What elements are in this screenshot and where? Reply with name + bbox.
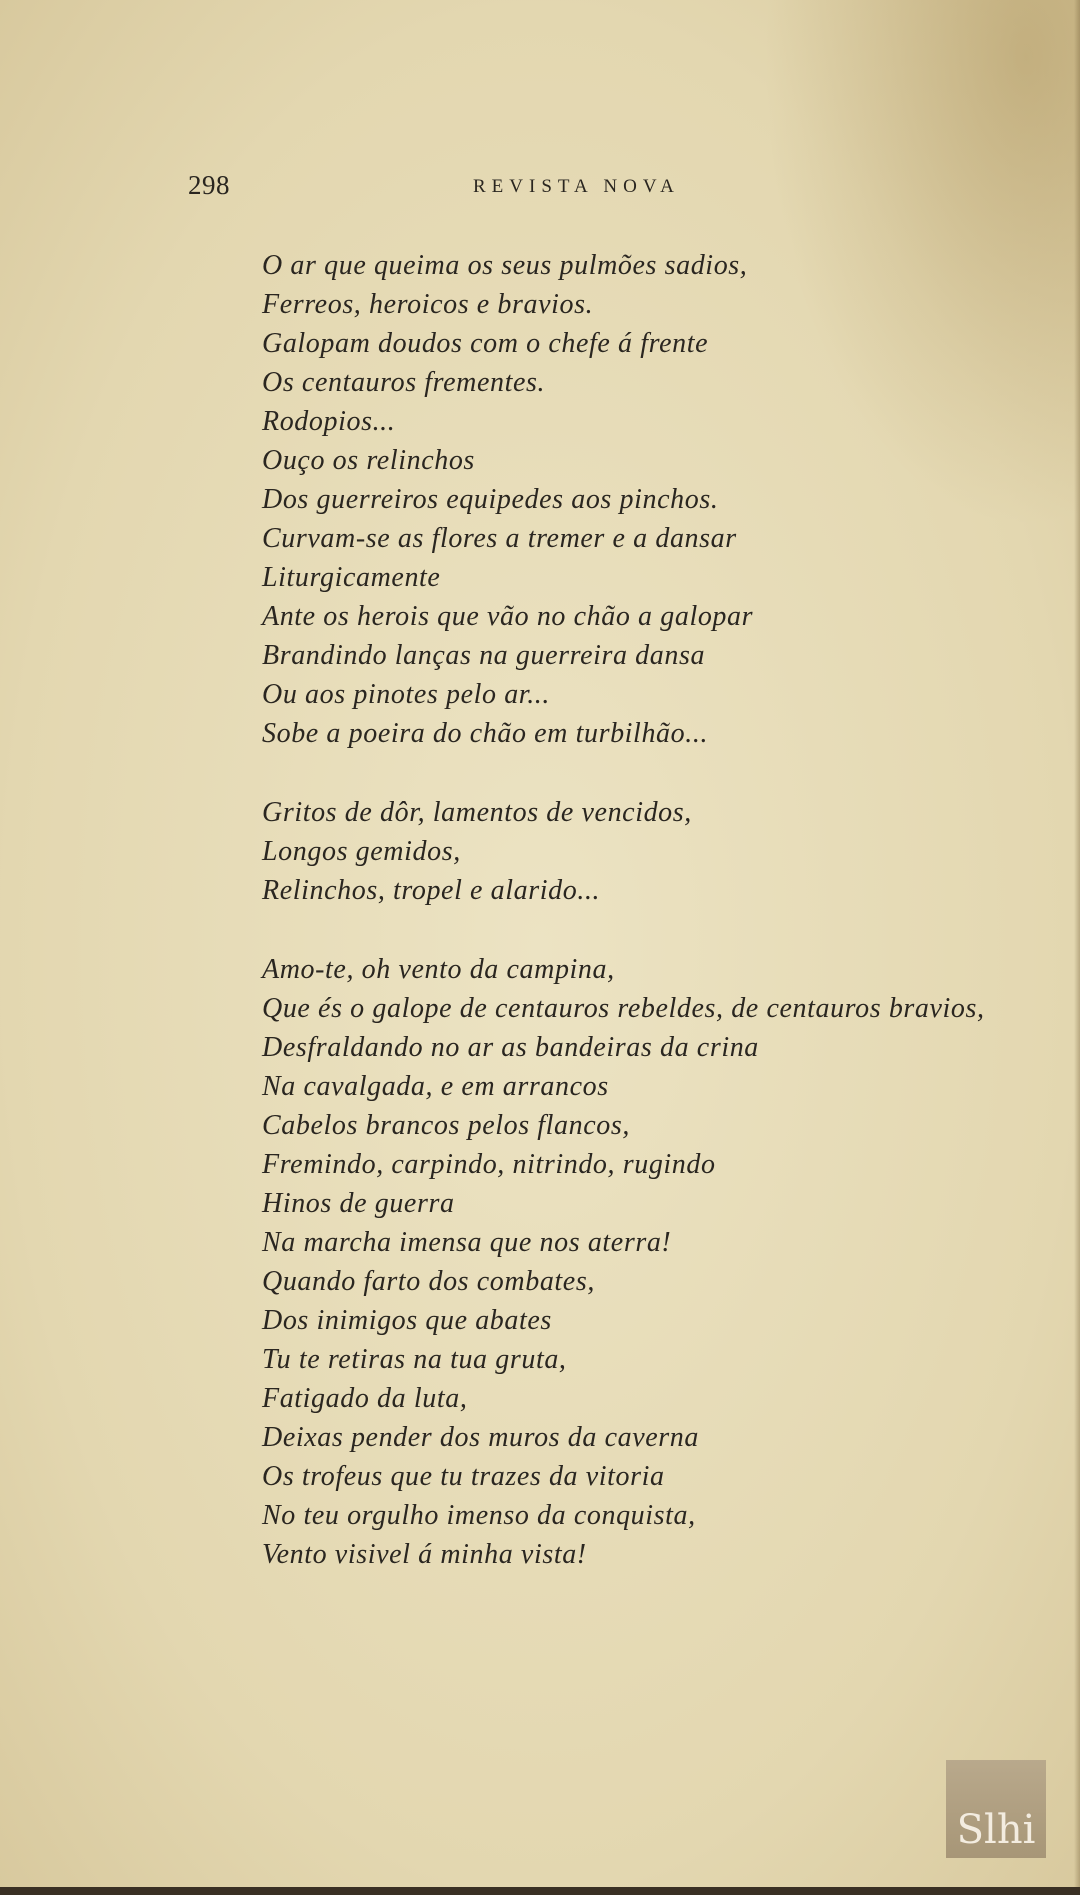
poem-line: Sobe a poeira do chão em turbilhão... (262, 718, 709, 749)
page-number: 298 (188, 170, 230, 200)
watermark-text: Slhi (956, 1807, 1036, 1853)
poem-line: Que és o galope de centauros rebeldes, de centauros bravios, (262, 993, 985, 1024)
stanza-2 (262, 793, 1062, 910)
poem-line: Rodopios... (262, 406, 396, 437)
watermark-logo (946, 1760, 1046, 1858)
poem-line: Os centauros frementes. (262, 367, 546, 398)
poem-line: Ante os herois que vão no chão a galopar (262, 601, 754, 632)
poem-line: Amo-te, oh vento da campina, (262, 954, 615, 985)
poem-line: Na marcha imensa que nos aterra! (262, 1227, 672, 1258)
poem-line: Gritos de dôr, lamentos de vencidos, (262, 797, 692, 828)
poem-line: Galopam doudos com o chefe á frente (262, 328, 709, 359)
poem-line: Na cavalgada, e em arrancos (262, 1071, 609, 1102)
poem-line: Vento visivel á minha vista! (262, 1539, 587, 1570)
page-bottom-edge (0, 1887, 1080, 1895)
poem-line: Fatigado da luta, (262, 1383, 468, 1414)
poem-line: Fremindo, carpindo, nitrindo, rugindo (262, 1149, 716, 1180)
poem-line: Liturgicamente (262, 562, 441, 593)
poem (262, 246, 1062, 1614)
poem-line: Cabelos brancos pelos flancos, (262, 1110, 630, 1141)
stanza-3 (262, 950, 1062, 1574)
poem-line: Brandindo lanças na guerreira dansa (262, 640, 706, 671)
poem-line: Ouço os relinchos (262, 445, 475, 476)
poem-line: Longos gemidos, (262, 836, 461, 867)
page-header (188, 170, 748, 210)
poem-line: Os trofeus que tu trazes da vitoria (262, 1461, 665, 1492)
poem-line: Ou aos pinotes pelo ar... (262, 679, 550, 710)
poem-line: Curvam-se as flores a tremer e a dansar (262, 523, 737, 554)
poem-line: Tu te retiras na tua gruta, (262, 1344, 567, 1375)
poem-line: O ar que queima os seus pulmões sadios, (262, 250, 748, 281)
poem-line: Quando farto dos combates, (262, 1266, 595, 1297)
poem-line: Deixas pender dos muros da caverna (262, 1422, 699, 1453)
poem-line: Hinos de guerra (262, 1188, 455, 1219)
poem-line: Dos inimigos que abates (262, 1305, 552, 1336)
poem-line: Dos guerreiros equipedes aos pinchos. (262, 484, 719, 515)
stanza-1 (262, 246, 1062, 753)
poem-line: Relinchos, tropel e alarido... (262, 875, 601, 906)
poem-line: Ferreos, heroicos e bravios. (262, 289, 594, 320)
page-edge-shadow (1074, 0, 1080, 1895)
running-title: REVISTA NOVA (473, 176, 680, 197)
poem-line: Desfraldando no ar as bandeiras da crina (262, 1032, 759, 1063)
poem-line: No teu orgulho imenso da conquista, (262, 1500, 696, 1531)
